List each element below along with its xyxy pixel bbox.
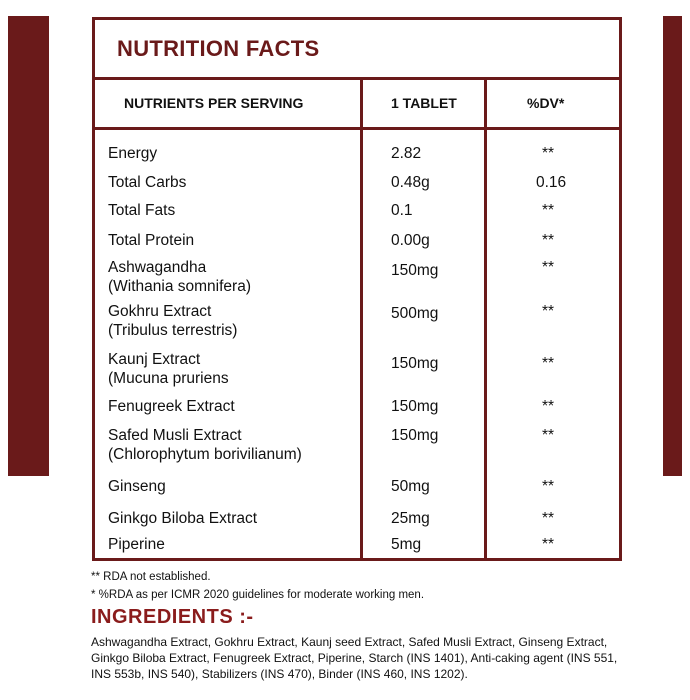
nutrient-dv: ** (542, 303, 555, 320)
nutrition-facts-panel (92, 17, 622, 561)
nutrition-title: NUTRITION FACTS (117, 36, 320, 61)
nutrient-botanical: (Mucuna pruriens (108, 370, 229, 387)
header-serving: 1 TABLET (391, 95, 457, 111)
ingredients-title: INGREDIENTS :- (91, 606, 254, 628)
nutrient-name: Safed Musli Extract (108, 427, 242, 444)
footnote-rda: ** RDA not established. (91, 571, 211, 583)
nutrient-dv: ** (542, 145, 555, 162)
ingredients-line: Ginkgo Biloba Extract, Fenugreek Extract, Piperine, Starch (INS 1401), Anti-caking agent (INS 551, (91, 651, 618, 665)
nutrient-name: Energy (108, 145, 158, 162)
table-header-row (95, 80, 619, 130)
nutrient-quantity: 50mg (391, 478, 430, 495)
nutrient-botanical: (Tribulus terrestris) (108, 322, 238, 339)
nutrient-quantity: 5mg (391, 536, 422, 553)
nutrient-quantity: 150mg (391, 355, 439, 372)
nutrient-dv: ** (542, 427, 555, 444)
nutrient-botanical: (Withania somnifera) (108, 278, 251, 295)
nutrient-botanical: (Chlorophytum borivilianum) (108, 446, 302, 463)
nutrient-dv: ** (542, 478, 555, 495)
nutrient-name: Fenugreek Extract (108, 398, 235, 415)
nutrient-name-block (108, 426, 358, 464)
nutrient-dv: ** (542, 232, 555, 249)
footnote-icmr: * %RDA as per ICMR 2020 guidelines for moderate working men. (91, 589, 425, 601)
nutrient-dv: ** (542, 355, 555, 372)
nutrient-quantity: 150mg (391, 262, 439, 279)
column-divider (484, 80, 487, 558)
nutrient-quantity: 0.1 (391, 202, 413, 219)
column-divider (360, 80, 363, 558)
nutrient-quantity: 150mg (391, 427, 439, 444)
nutrient-name: Total Protein (108, 232, 195, 249)
ingredients-list (91, 634, 651, 682)
nutrient-dv: ** (542, 259, 555, 276)
nutrient-name: Total Fats (108, 202, 176, 219)
ingredients-line: INS 553b, INS 540), Stabilizers (INS 470), Binder (INS 460, INS 1202). (91, 667, 468, 681)
ingredients-line: Ashwagandha Extract, Gokhru Extract, Kaunj seed Extract, Safed Musli Extract, Ginseng Extract, (91, 635, 608, 649)
nutrient-name-block (108, 350, 358, 388)
nutrient-name: Gokhru Extract (108, 303, 212, 320)
nutrient-dv: ** (542, 202, 555, 219)
nutrient-name-block (108, 258, 358, 296)
nutrient-name-block (108, 302, 358, 340)
nutrient-name: Ginseng (108, 478, 166, 495)
nutrient-name: Total Carbs (108, 174, 187, 191)
nutrient-dv: ** (542, 536, 555, 553)
nutrient-quantity: 25mg (391, 510, 430, 527)
nutrient-quantity: 500mg (391, 305, 439, 322)
header-nutrients: NUTRIENTS PER SERVING (124, 95, 304, 111)
title-bar (95, 20, 619, 80)
nutrient-dv: ** (542, 398, 555, 415)
nutrient-quantity: 0.48g (391, 174, 430, 191)
nutrient-quantity: 150mg (391, 398, 439, 415)
nutrient-dv: ** (542, 510, 555, 527)
nutrient-name: Kaunj Extract (108, 351, 201, 368)
nutrient-name: Ginkgo Biloba Extract (108, 510, 258, 527)
header-dv: %DV* (527, 95, 565, 111)
nutrient-quantity: 2.82 (391, 145, 422, 162)
nutrient-name: Piperine (108, 536, 165, 553)
nutrient-dv: 0.16 (536, 174, 567, 191)
nutrient-name: Ashwagandha (108, 259, 207, 276)
nutrient-quantity: 0.00g (391, 232, 430, 249)
